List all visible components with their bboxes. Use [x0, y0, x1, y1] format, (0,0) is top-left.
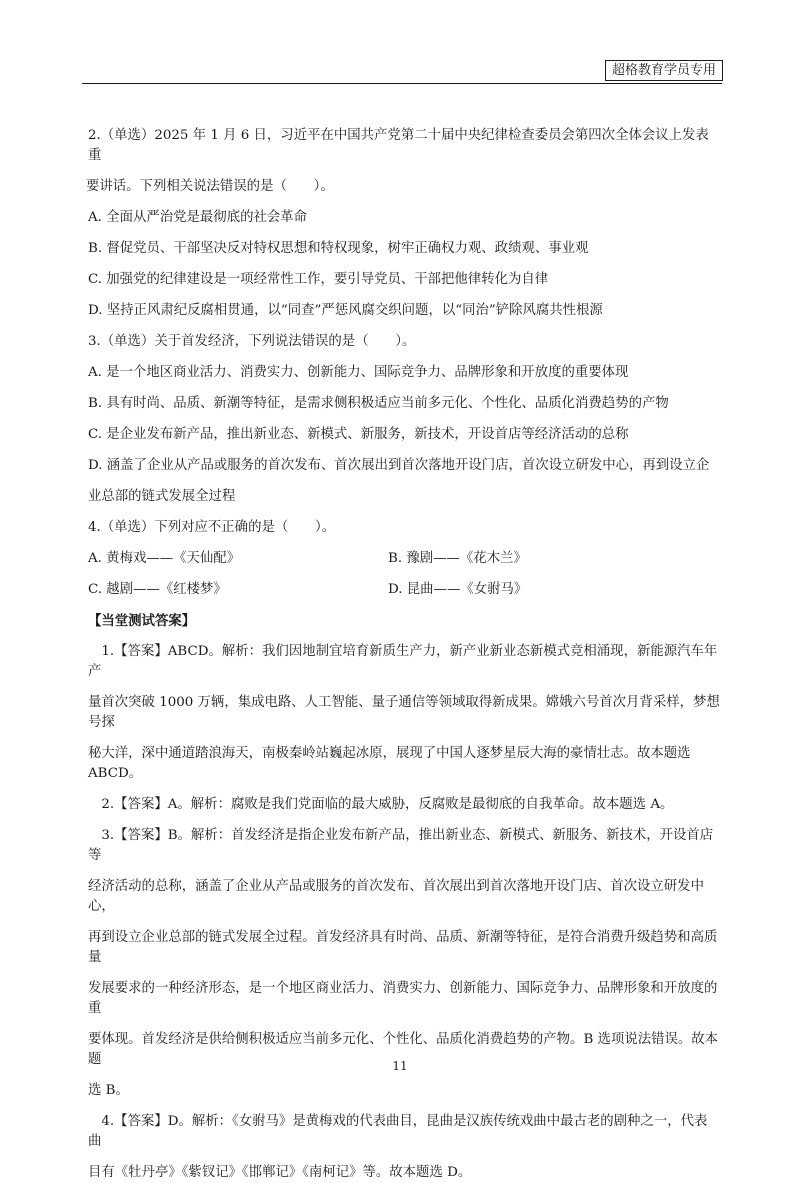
question-3-option-a: A. 是一个地区商业活力、消费实力、创新能力、国际竞争力、品牌形象和开放度的重要体现: [88, 365, 629, 380]
answer-1-line-1: 1.【答案】ABCD。解析：我们因地制宜培育新质生产力，新产业新业态新模式竞相涌现，新能源汽车年产: [88, 644, 718, 679]
answer-2-line-1: 2.【答案】A。解析：腐败是我们党面临的最大威胁，反腐败是最彻底的自我革命。故本题选 A。: [101, 797, 674, 812]
question-2: [88, 126, 720, 321]
question-3-stem: 3.（单选）关于首发经济，下列说法错误的是（ ）。: [88, 334, 416, 349]
question-3: [88, 332, 720, 507]
answer-4-line-2: 目有《牡丹亭》《紫钗记》《邯郸记》《南柯记》等。故本题选 D。: [88, 1165, 472, 1180]
answer-1-line-2: 量首次突破 1000 万辆，集成电路、人工智能、量子通信等领域取得新成果。嫦娥六号首次月背采样，梦想号探: [88, 695, 720, 730]
answers-section: [88, 611, 720, 1183]
answer-3-line-6: 选 B。: [88, 1083, 129, 1098]
answer-1: [88, 642, 720, 784]
answer-2: [88, 795, 720, 815]
answer-4: [88, 1112, 720, 1183]
page-number: 11: [392, 1059, 408, 1073]
question-4-option-b: B. 豫剧——《花木兰》: [388, 551, 527, 566]
answer-3-line-2: 经济活动的总称，涵盖了企业从产品或服务的首次发布、首次展出到首次落地开设门店、首次设立研发中心，: [88, 879, 704, 914]
answer-3-line-3: 再到设立企业总部的链式发展全过程。首发经济具有时尚、品质、新潮等特征，是符合消费升级趋势和高质量: [88, 930, 718, 965]
answer-1-line-3: 秘大洋，深中通道踏浪海天，南极秦岭站巍起冰原，展现了中国人逐梦星辰大海的豪情壮志。故本题选 ABCD。: [88, 746, 691, 781]
question-4: [88, 518, 720, 600]
question-3-option-b: B. 具有时尚、品质、新潮等特征，是需求侧积极适应当前多元化、个性化、品质化消费趋势的产物: [88, 396, 669, 411]
question-4-options-row-2: [88, 580, 720, 600]
question-3-option-c: C. 是企业发布新产品，推出新业态、新模式、新服务，新技术，开设首店等经济活动的总称: [88, 427, 629, 442]
question-2-option-a: A. 全面从严治党是最彻底的社会革命: [88, 210, 308, 225]
header-badge: 超格教育学员专用: [605, 60, 723, 81]
page-content: [88, 126, 720, 1183]
question-2-option-b: B. 督促党员、干部坚决反对特权思想和特权现象，树牢正确权力观、政绩观、事业观: [88, 241, 589, 256]
question-2-stem-line-2: 要讲话。下列相关说法错误的是（ ）。: [86, 179, 334, 194]
question-2-option-c: C. 加强党的纪律建设是一项经常性工作，要引导党员、干部把他律转化为自律: [88, 272, 549, 287]
answer-3-line-4: 发展要求的一种经济形态，是一个地区商业活力、消费实力、创新能力、国际竞争力、品牌形象和开放度的重: [88, 981, 718, 1016]
question-4-option-d: D. 昆曲——《女驸马》: [388, 582, 528, 597]
question-4-option-a: A. 黄梅戏——《天仙配》: [88, 551, 241, 566]
question-4-option-c: C. 越剧——《红楼梦》: [88, 582, 227, 597]
question-4-options-row-1: [88, 549, 720, 569]
question-2-option-d: D. 坚持正风肃纪反腐相贯通，以“同查”严惩风腐交织问题，以“同治”铲除风腐共性根源: [88, 303, 603, 318]
question-3-option-d-line-1: D. 涵盖了企业从产品或服务的首次发布、首次展出到首次落地开设门店，首次设立研发中心，再到设立企: [88, 458, 710, 473]
question-3-option-d-line-2: 业总部的链式发展全过程: [88, 489, 236, 504]
header-rule: [82, 83, 722, 84]
answer-3-line-5: 要体现。首发经济是供给侧积极适应当前多元化、个性化、品质化消费趋势的产物。B 选项说法错误。故本题: [88, 1032, 719, 1067]
answers-section-title: 【当堂测试答案】: [88, 613, 196, 629]
question-4-stem: 4.（单选）下列对应不正确的是（ ）。: [88, 520, 336, 535]
answer-4-line-1: 4.【答案】D。解析：《女驸马》是黄梅戏的代表曲目，昆曲是汉族传统戏曲中最古老的剧种之一，代表曲: [88, 1114, 708, 1149]
question-2-stem-line-1: 2.（单选）2025 年 1 月 6 日，习近平在中国共产党第二十届中央纪律检查委员会第四次全体会议上发表重: [88, 128, 709, 163]
answer-3-line-1: 3.【答案】B。解析：首发经济是指企业发布新产品，推出新业态、新模式、新服务、新技术，开设首店等: [88, 828, 714, 863]
